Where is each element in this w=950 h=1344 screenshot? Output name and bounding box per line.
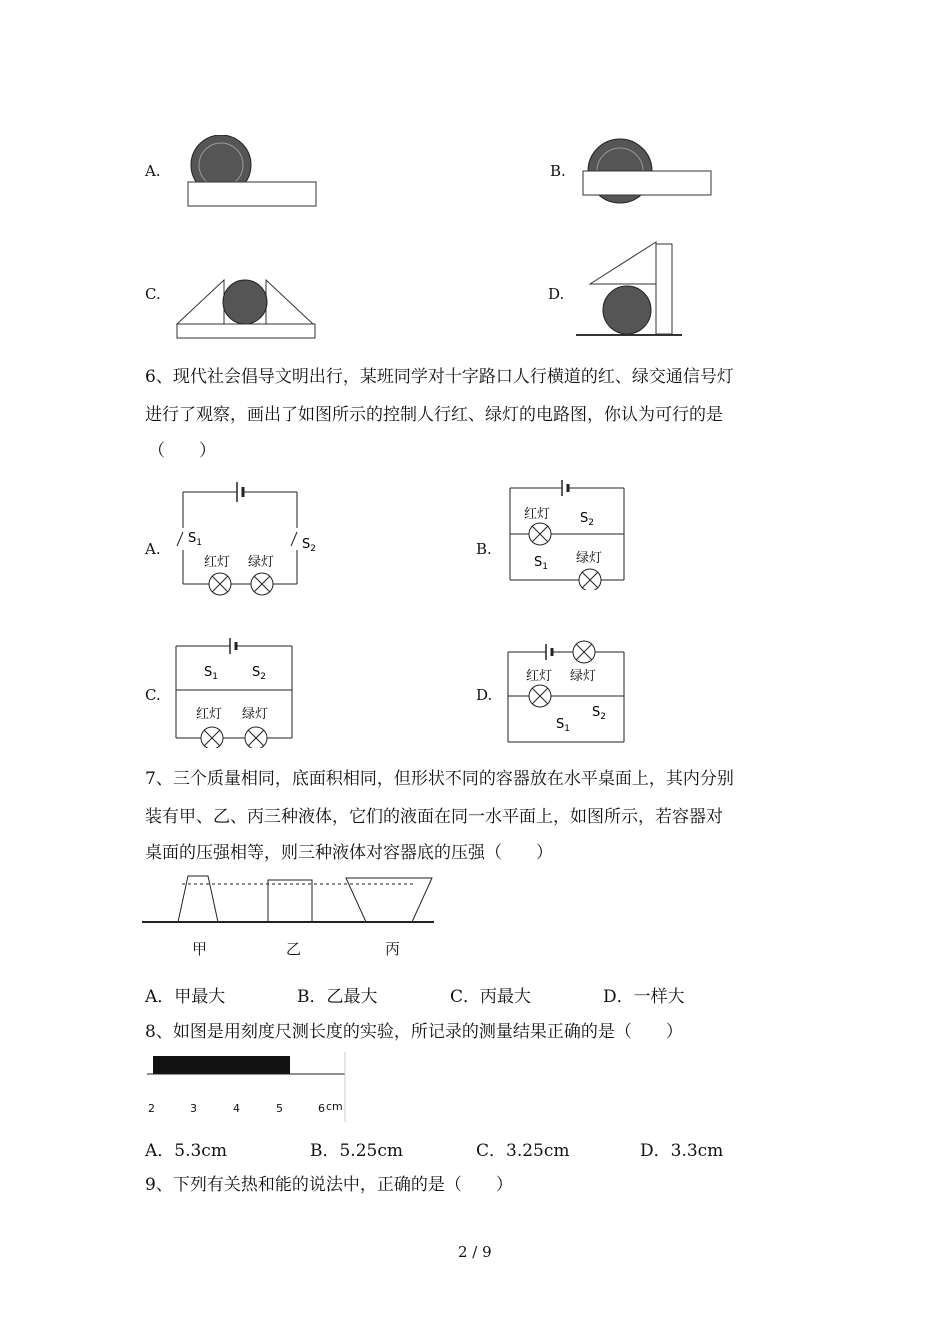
svg-text:红灯: 红灯 xyxy=(526,669,553,684)
q5-option-b-label: B. xyxy=(550,162,566,180)
svg-text:S1: $S_1$ xyxy=(556,717,570,734)
q5-figure-c xyxy=(172,272,322,344)
q8-choice-a: A．5.3cm xyxy=(145,1141,227,1161)
q7-containers-figure xyxy=(142,872,437,938)
svg-text:S1: $S_1$ xyxy=(188,531,202,548)
q6-circuit-d xyxy=(500,636,635,746)
q6-option-c-label: C. xyxy=(145,686,161,704)
svg-text:红灯: 红灯 xyxy=(196,707,223,722)
q7-text-line2: 装有甲、乙、丙三种液体，它们的液面在同一水平面上，如图所示，若容器对 xyxy=(145,807,723,827)
q8-tick-4: 4 xyxy=(233,1102,240,1115)
svg-text:S1: $S_1$ xyxy=(534,555,548,572)
svg-text:S2: $S_2$ xyxy=(252,665,266,682)
q7-text-line3: 桌面的压强相等，则三种液体对容器底的压强（ ） xyxy=(145,843,553,863)
q7-container-bing: 丙 xyxy=(385,940,401,958)
q6-option-b-label: B. xyxy=(476,540,492,558)
q7-choice-c: C．丙最大 xyxy=(450,987,532,1007)
q5-option-d-label: D. xyxy=(548,285,565,303)
q8-ruler-unit: cm xyxy=(326,1100,343,1113)
q6-option-d-label: D. xyxy=(476,686,493,704)
svg-text:S2: $S_2$ xyxy=(580,511,594,528)
svg-text:S2: $S_2$ xyxy=(592,705,606,722)
q5-figure-b xyxy=(580,135,715,215)
q9-text-line1: 9、下列有关热和能的说法中，正确的是（ ） xyxy=(145,1175,513,1195)
q5-figure-a xyxy=(185,135,320,210)
q8-tick-3: 3 xyxy=(190,1102,197,1115)
q8-choice-b: B．5.25cm xyxy=(310,1141,403,1161)
page-number: 2 / 9 xyxy=(458,1243,492,1261)
q6-text-line1: 6、现代社会倡导文明出行，某班同学对十字路口人行横道的红、绿交通信号灯 xyxy=(145,367,734,387)
q5-option-c-label: C. xyxy=(145,285,161,303)
q7-choice-b: B．乙最大 xyxy=(297,987,378,1007)
q7-container-jia: 甲 xyxy=(192,940,208,958)
svg-text:绿灯: 绿灯 xyxy=(242,707,269,722)
q7-container-yi: 乙 xyxy=(286,940,302,958)
q6-text-line3: （ ） xyxy=(148,441,216,461)
q5-option-a-label: A. xyxy=(145,162,161,180)
q8-tick-6: 6 xyxy=(318,1102,325,1115)
svg-text:S1: $S_1$ xyxy=(204,665,218,682)
svg-text:绿灯: 绿灯 xyxy=(570,669,597,684)
q6-text-line2: 进行了观察，画出了如图所示的控制人行红、绿灯的电路图，你认为可行的是 xyxy=(145,405,723,425)
q6-circuit-c xyxy=(170,632,300,748)
svg-text:红灯: 红灯 xyxy=(524,507,551,522)
svg-text:绿灯: 绿灯 xyxy=(248,555,275,570)
svg-text:红灯: 红灯 xyxy=(204,555,231,570)
q5-figure-d xyxy=(572,238,687,342)
q8-tick-2: 2 xyxy=(148,1102,155,1115)
q6-circuit-b xyxy=(500,476,635,590)
svg-text:绿灯: 绿灯 xyxy=(576,551,603,566)
q7-text-line1: 7、三个质量相同，底面积相同，但形状不同的容器放在水平桌面上，其内分别 xyxy=(145,769,734,789)
q6-circuit-a xyxy=(168,480,328,600)
q6-option-a-label: A. xyxy=(145,540,161,558)
q8-text-line1: 8、如图是用刻度尺测长度的实验，所记录的测量结果正确的是（ ） xyxy=(145,1022,683,1042)
q7-choice-a: A．甲最大 xyxy=(145,987,226,1007)
q8-choice-c: C．3.25cm xyxy=(476,1141,570,1161)
q8-choice-d: D．3.3cm xyxy=(640,1141,724,1161)
svg-text:S2: $S_2$ xyxy=(302,537,316,554)
q7-choice-d: D．一样大 xyxy=(603,987,685,1007)
q8-tick-5: 5 xyxy=(276,1102,283,1115)
